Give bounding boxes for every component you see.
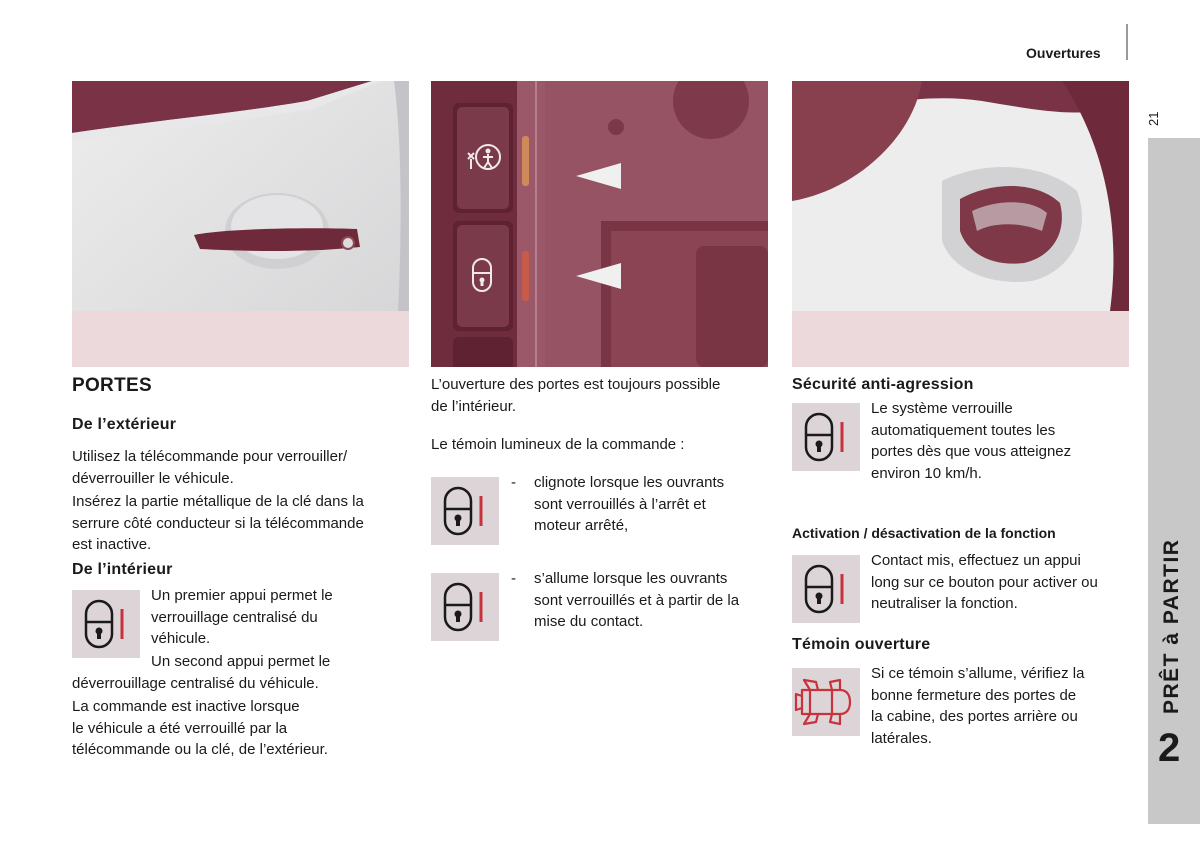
security-lock-icon-box bbox=[792, 403, 860, 471]
security-heading: Sécurité anti-agression bbox=[792, 376, 974, 393]
exterior-door-handle-photo bbox=[72, 81, 409, 367]
lock-button-icon-box bbox=[72, 590, 140, 658]
activation-heading: Activation / désactivation de la fonction bbox=[792, 525, 1056, 541]
lock-button-icon bbox=[72, 590, 140, 658]
list-dash-1: - bbox=[511, 474, 516, 491]
lit-lock-icon-box bbox=[431, 573, 499, 641]
door-open-warning-icon bbox=[792, 668, 860, 736]
arrow-left-icon bbox=[576, 163, 577, 164]
interior-door-handle-photo bbox=[792, 81, 1129, 367]
exterior-paragraph-2: Insérez la partie métallique de la clé dans la serrure côté conducteur si la télécommande est inactive. bbox=[72, 493, 364, 553]
chapter-number: 2 bbox=[1158, 726, 1181, 770]
col2-paragraph-2: Le témoin lumineux de la commande : bbox=[431, 436, 685, 453]
child-lock-icon bbox=[464, 143, 504, 175]
witness-paragraph: Si ce témoin s’allume, vérifiez la bonne fermeture des portes de la cabine, des portes arrière ou latérales. bbox=[871, 665, 1085, 747]
exterior-heading: De l’extérieur bbox=[72, 416, 177, 433]
blinking-lock-icon-box bbox=[431, 477, 499, 545]
interior-paragraph-3: La commande est inactive lorsque le véhicule a été verrouillé par la télécommande ou la clé, de l’extérieur. bbox=[72, 698, 328, 758]
door-warning-icon-box bbox=[792, 668, 860, 736]
interior-lock-buttons-photo bbox=[431, 81, 768, 367]
lock-button-icon bbox=[431, 573, 499, 641]
lock-button-icon bbox=[792, 403, 860, 471]
page-number: 21 bbox=[1146, 111, 1161, 126]
lock-button-icon bbox=[792, 555, 860, 623]
activation-lock-icon-box bbox=[792, 555, 860, 623]
exterior-paragraph-1: Utilisez la télécommande pour verrouiller/ déverrouiller le véhicule. bbox=[72, 448, 348, 487]
list-item-lit: s’allume lorsque les ouvrants sont verrouillés et à partir de la mise du contact. bbox=[534, 570, 740, 630]
witness-heading: Témoin ouverture bbox=[792, 636, 931, 653]
lock-button-icon bbox=[471, 257, 493, 293]
activation-paragraph: Contact mis, effectuez un appui long sur ce bouton pour activer ou neutraliser la fonction. bbox=[871, 552, 1098, 612]
interior-paragraph-1: Un premier appui permet le verrouillage centralisé du véhicule. bbox=[151, 587, 333, 647]
col2-paragraph-1: L’ouverture des portes est toujours possible de l’intérieur. bbox=[431, 376, 721, 415]
list-item-blinking: clignote lorsque les ouvrants sont verrouillés à l’arrêt et moteur arrêté, bbox=[534, 474, 725, 534]
security-paragraph: Le système verrouille automatiquement toutes les portes dès que vous atteignez environ 10 km/h. bbox=[871, 400, 1072, 482]
chapter-tab bbox=[1148, 138, 1200, 824]
chapter-title: PRÊT à PARTIR bbox=[1160, 538, 1183, 714]
lock-button-icon bbox=[431, 477, 499, 545]
header-rule bbox=[1126, 24, 1128, 60]
interior-heading: De l’intérieur bbox=[72, 561, 173, 578]
section-title: Ouvertures bbox=[1026, 45, 1101, 61]
interior-paragraph-2: Un second appui permet le déverrouillage centralisé du véhicule. bbox=[72, 653, 331, 692]
list-dash-2: - bbox=[511, 570, 516, 587]
portes-title: PORTES bbox=[72, 375, 152, 396]
